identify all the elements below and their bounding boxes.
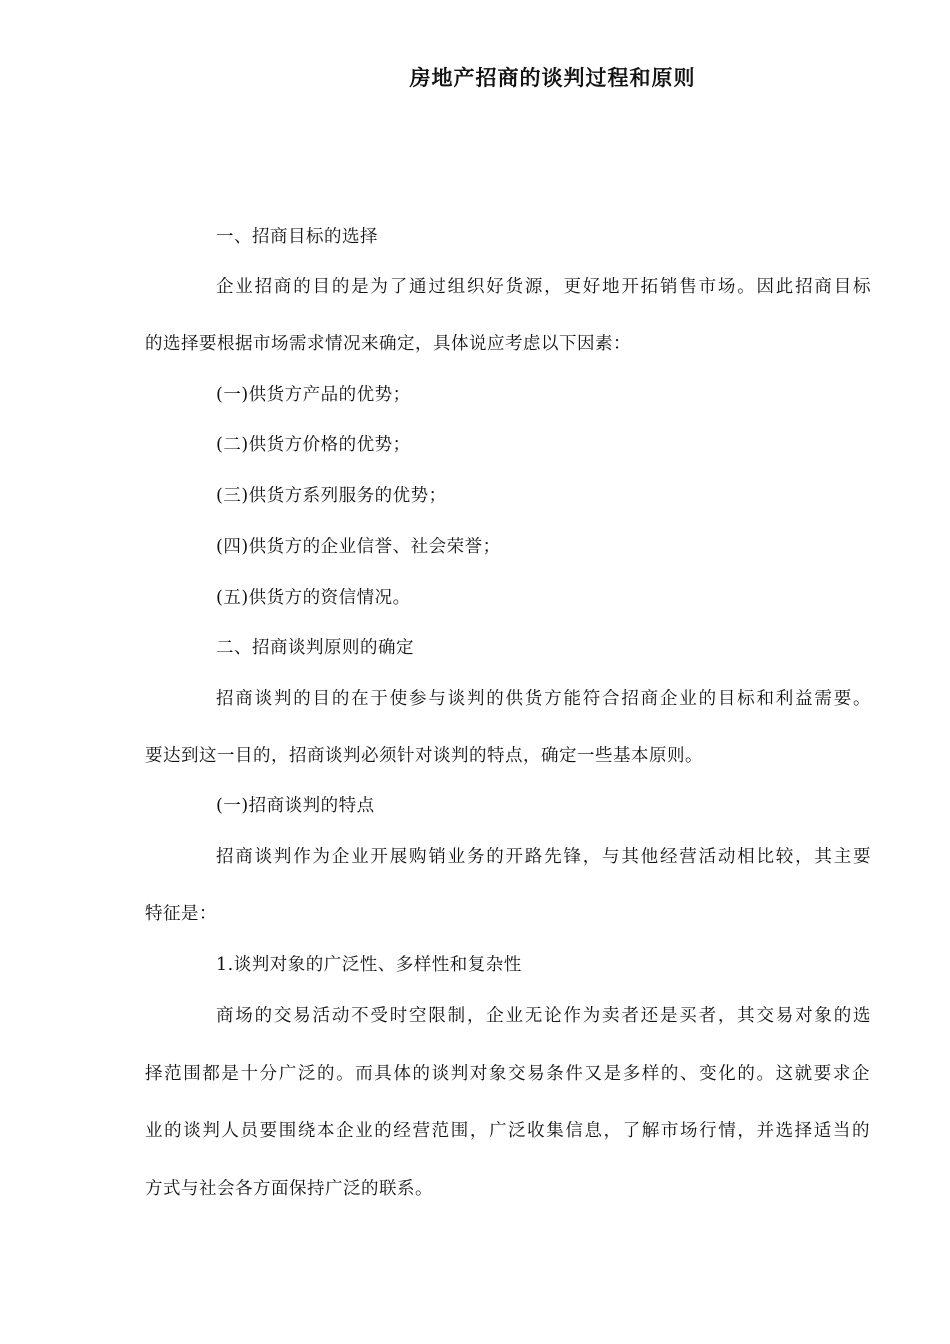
paragraph-line: 的选择要根据市场需求情况来确定，具体说应考虑以下因素： <box>145 334 631 354</box>
document-title: 房地产招商的谈判过程和原则 <box>409 65 696 90</box>
list-item: (五)供货方的资信情况。 <box>216 588 411 608</box>
list-item: (一)供货方产品的优势； <box>216 385 411 405</box>
list-item: (四)供货方的企业信誉、社会荣誉； <box>216 537 501 557</box>
subsection-heading: 1.谈判对象的广泛性、多样性和复杂性 <box>216 955 522 975</box>
paragraph-line: 商场的交易活动不受时空限制，企业无论作为卖者还是买者，其交易对象的选 <box>216 1006 871 1026</box>
list-item: (三)供货方系列服务的优势； <box>216 486 447 506</box>
paragraph-line: 择范围都是十分广泛的。而具体的谈判对象交易条件又是多样的、变化的。这就要求企 <box>145 1064 870 1084</box>
paragraph-line: 业的谈判人员要围绕本企业的经营范围，广泛收集信息，了解市场行情，并选择适当的 <box>145 1121 870 1141</box>
paragraph-line: 要达到这一目的，招商谈判必须针对谈判的特点，确定一些基本原则。 <box>145 746 703 766</box>
paragraph-line: 招商谈判作为企业开展购销业务的开路先锋，与其他经营活动相比较，其主要 <box>216 847 871 867</box>
section-heading-2: 二、招商谈判原则的确定 <box>216 638 414 658</box>
section-heading-1: 一、招商目标的选择 <box>216 227 378 247</box>
paragraph-line: 特征是： <box>145 904 217 924</box>
list-item: (二)供货方价格的优势； <box>216 435 411 455</box>
paragraph-line: 企业招商的目的是为了通过组织好货源，更好地开拓销售市场。因此招商目标 <box>216 277 871 297</box>
paragraph-line: 方式与社会各方面保持广泛的联系。 <box>145 1179 433 1199</box>
paragraph-line: 招商谈判的目的在于使参与谈判的供货方能符合招商企业的目标和利益需要。 <box>216 689 871 709</box>
subsection-heading: (一)招商谈判的特点 <box>216 796 375 816</box>
